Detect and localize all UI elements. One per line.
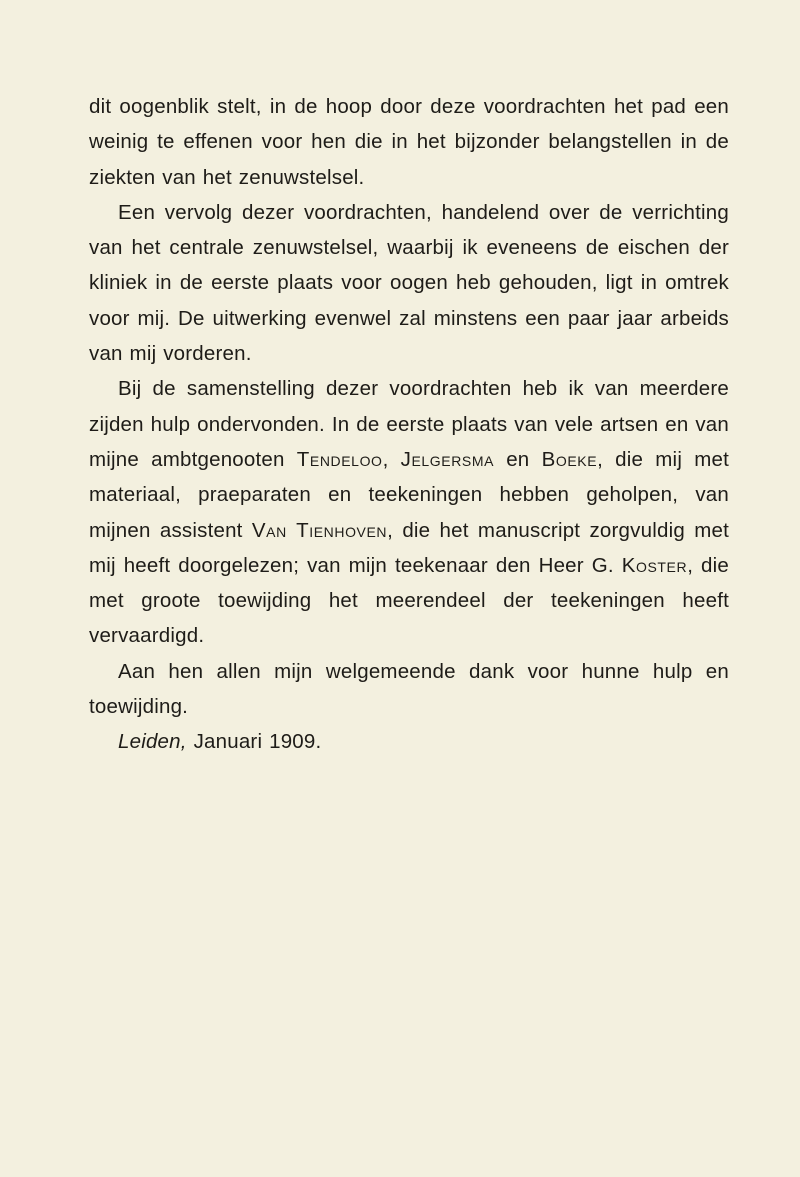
paragraph-3 [89,371,729,653]
preface-text [89,89,729,760]
paragraph-2: Een vervolg dezer voordrachten, handelend over de verrichting van het centrale zenuwstelsel, waarbij ik eveneens de eischen der kliniek in de eerste plaats voor oogen heb gehouden, ligt in omtrek voor mij. De uitwerking evenwel zal minstens een paar jaar arbeids van mij vorderen. [89,200,729,366]
paragraph-3-text-2: , [382,447,401,471]
name-tendeloo: Tendeloo [296,447,383,471]
paragraph-3-text-1: Bij de samenstelling dezer voordrachten heb ik van meerdere zijden hulp ondervonden. In de eerste plaats van vele artsen en van mijne ambtgenooten [89,377,729,471]
name-boeke: Boeke [541,447,598,471]
paragraph-3-text-5: , die het manuscript zorgvuldig met mij heeft doorgelezen; van mijn teekenaar den Heer G. [89,518,729,577]
name-koster: Koster [621,553,688,577]
paragraph-3-text-6: , die met groote toewijding het meerendeel der teekeningen heeft vervaardigd. [89,553,729,648]
paragraph-1: dit oogenblik stelt, in de hoop door deze voordrachten het pad een weinig te effenen voor hen die in het bijzonder belangstellen in de ziekten van het zenuwstelsel. [89,95,729,189]
signoff-place: Leiden, [118,730,187,754]
paragraph-3-text-4: , die mij met materiaal, praeparaten en teekeningen hebben geholpen, van mijnen assistent [89,447,729,542]
paragraph-3-text-3: en [494,447,542,471]
name-van-tienhoven: Van Tienhoven [251,518,388,542]
signoff-date: Januari 1909. [193,730,322,754]
signoff-line [89,724,729,759]
name-jelgersma: Jelgersma [400,447,495,471]
paragraph-4: Aan hen allen mijn welgemeende dank voor hunne hulp en toewijding. [89,659,729,719]
